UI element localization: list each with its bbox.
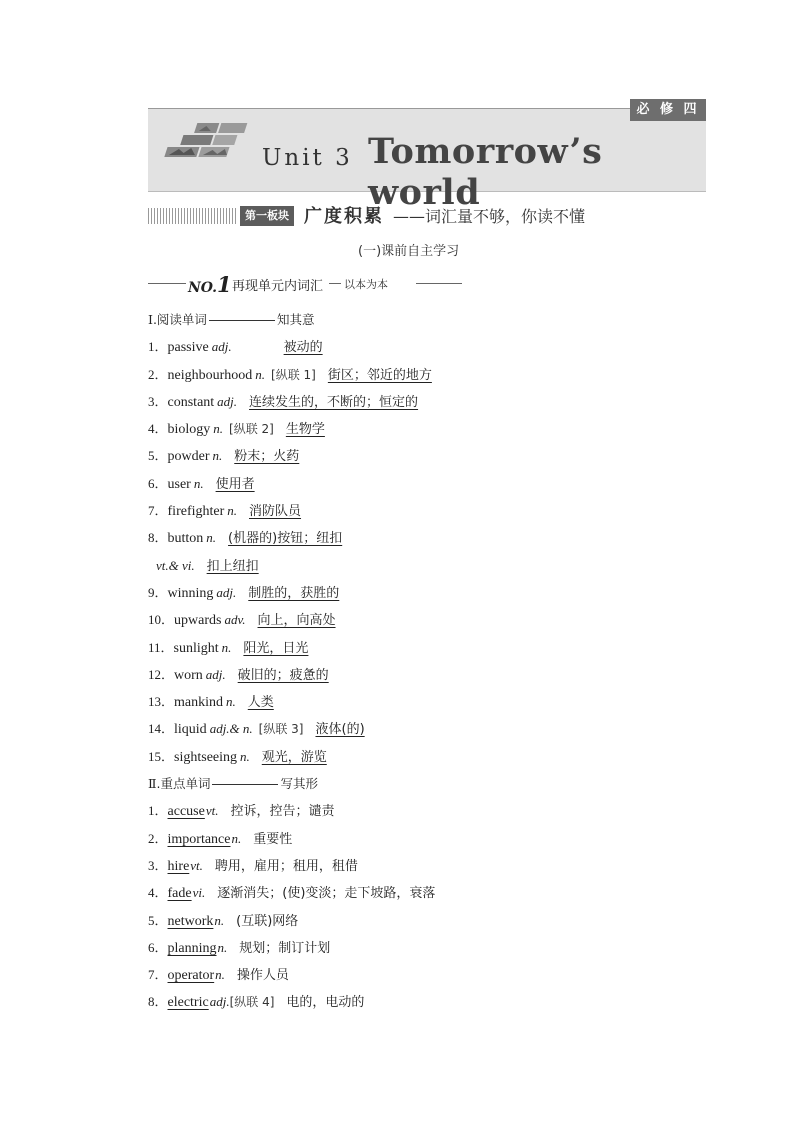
vocab-row — [148, 688, 708, 715]
section-badge: 第一板块 — [240, 206, 294, 226]
vocab-content — [148, 306, 708, 1016]
item-number: 14． — [148, 721, 175, 737]
part-of-speech: n. — [226, 694, 236, 710]
meaning-answer: 生物学 — [285, 422, 325, 438]
vocab-word: liquid — [174, 722, 207, 738]
item-number: 10． — [148, 612, 175, 628]
cross-ref: [纵联 2] — [229, 422, 274, 437]
word-answer: operator — [167, 968, 215, 984]
vocab-row — [148, 825, 708, 852]
part-of-speech: n. — [227, 503, 238, 519]
vocab-row — [148, 907, 708, 934]
part-of-speech: adj. — [216, 584, 237, 600]
vocab-row — [148, 333, 708, 360]
word-answer: electric — [167, 995, 209, 1011]
part-of-speech: vi. — [192, 885, 206, 901]
vocab-row — [148, 524, 708, 551]
vocab-word: sightseeing — [174, 749, 238, 765]
vocab-row — [148, 934, 708, 961]
item-number: 15． — [148, 748, 175, 764]
word-answer: fade — [167, 886, 192, 902]
part1-hint: 知其意 — [276, 312, 315, 327]
no-badge — [188, 272, 232, 297]
meaning: 逐渐消失；(使)变淡；走下坡路，衰落 — [217, 886, 436, 902]
vocab-row — [148, 852, 708, 879]
meaning: 重要性 — [253, 831, 293, 847]
meaning-answer: 扣上纽扣 — [206, 558, 259, 574]
meaning-answer: 被动的 — [283, 340, 323, 356]
no-label: NO. — [188, 280, 218, 296]
item-number: 12． — [148, 666, 175, 682]
word-answer: accuse — [167, 804, 205, 820]
section-header — [148, 204, 708, 230]
meaning-answer: 粉末；火药 — [234, 449, 300, 465]
item-number: 5． — [148, 448, 168, 464]
section-subtitle: ——词汇量不够，你读不懂 — [393, 207, 586, 226]
item-number: 2． — [148, 830, 168, 846]
item-number: 5． — [148, 912, 168, 928]
part-of-speech: n. — [213, 421, 224, 437]
meaning-answer: 消防队员 — [249, 504, 302, 520]
part-of-speech: vt.& vi. — [156, 557, 195, 573]
meaning-answer: 街区；邻近的地方 — [327, 367, 432, 383]
meaning: 操作人员 — [236, 968, 289, 984]
vocab-word: button — [167, 531, 204, 547]
cross-ref: [纵联 1] — [271, 367, 316, 382]
item-number: 13． — [148, 694, 175, 710]
cross-ref: [纵联 3] — [258, 722, 304, 737]
part-of-speech: n. — [221, 639, 232, 655]
vocab-row — [148, 497, 708, 524]
word-answer: hire — [167, 858, 190, 874]
vocab-row — [148, 988, 708, 1015]
item-number: 8． — [148, 994, 168, 1010]
part1-list — [148, 333, 708, 770]
part-of-speech: adj. — [211, 339, 232, 355]
meaning-answer: 液体(的) — [315, 722, 365, 738]
item-number: 1． — [148, 339, 168, 355]
word-answer: importance — [167, 831, 231, 847]
lesson-subtitle: (一)课前自主学习 — [358, 244, 460, 259]
item-number: 1． — [148, 803, 168, 819]
item-number: 4． — [148, 421, 168, 437]
meaning-answer: 使用者 — [215, 476, 255, 492]
meaning: 规划；制订计划 — [239, 940, 331, 956]
part-of-speech: n. — [217, 939, 228, 955]
unit-title: Tomorrow’s world — [368, 131, 603, 213]
part-of-speech: n. — [214, 912, 225, 928]
vocab-word: powder — [167, 449, 210, 465]
divider — [212, 784, 278, 785]
meaning: 控诉，控告；谴责 — [230, 804, 335, 820]
part2-label: .重点单词 — [156, 776, 211, 792]
meaning-answer: 阳光，日光 — [243, 640, 309, 656]
part-of-speech: n. — [231, 830, 242, 846]
vocab-word: biology — [167, 422, 211, 438]
meaning: 聘用，雇用；租用，租借 — [214, 858, 358, 874]
part2-list — [148, 797, 708, 1015]
part-of-speech: adj.& n. — [209, 721, 253, 737]
meaning-answer: 观光，游览 — [261, 749, 327, 765]
vocab-row — [148, 388, 708, 415]
part-of-speech: vt. — [205, 803, 219, 819]
divider — [329, 283, 341, 284]
vocab-row — [148, 415, 708, 442]
meaning: (互联)网络 — [236, 913, 299, 929]
vocab-row — [148, 715, 708, 742]
vocab-row — [148, 634, 708, 661]
vocab-word: neighbourhood — [167, 367, 253, 383]
vocab-row — [148, 552, 708, 579]
part-of-speech: n. — [212, 448, 223, 464]
no-header — [148, 272, 468, 296]
part1-numeral: Ⅰ — [148, 312, 153, 327]
item-number: 8． — [148, 530, 168, 546]
item-number: 2． — [148, 366, 168, 382]
no-text: 再现单元内词汇 — [232, 279, 324, 294]
divider — [416, 283, 462, 284]
vocab-word: worn — [174, 667, 203, 683]
part-of-speech: adj. — [209, 994, 230, 1010]
hatch-decoration — [148, 208, 238, 224]
meaning-answer: 向上，向高处 — [257, 613, 336, 629]
section-title: 广度积累 — [304, 206, 384, 227]
part-of-speech: vt. — [190, 857, 203, 873]
unit-banner — [148, 102, 706, 213]
part-of-speech: adj. — [205, 666, 226, 682]
item-number: 7． — [148, 503, 168, 519]
vocab-row — [148, 579, 708, 606]
part-of-speech: n. — [215, 967, 225, 983]
part-of-speech: n. — [193, 475, 204, 491]
landscape-logo-icon — [158, 121, 250, 159]
part2-heading — [148, 770, 708, 797]
meaning-answer: (机器的)按钮；纽扣 — [228, 531, 343, 547]
part-of-speech: adj. — [217, 393, 238, 409]
word-answer: planning — [167, 940, 217, 956]
part2-numeral: Ⅱ — [148, 776, 157, 792]
part2-hint: 写其形 — [280, 776, 318, 792]
no-number: 1 — [217, 272, 232, 297]
vocab-row — [148, 361, 708, 388]
part-of-speech: n. — [255, 366, 266, 382]
vocab-row — [148, 879, 708, 906]
item-number: 6． — [148, 475, 168, 491]
item-number: 6． — [148, 939, 168, 955]
vocab-word: passive — [167, 340, 209, 356]
meaning-answer: 破旧的；疲惫的 — [237, 667, 329, 683]
vocab-row — [148, 470, 708, 497]
meaning-answer: 人类 — [247, 695, 274, 711]
book-tag: 必 修 四 — [630, 99, 706, 121]
part-of-speech: n. — [206, 530, 217, 546]
vocab-row — [148, 743, 708, 770]
item-number: 9． — [148, 584, 168, 600]
part-of-speech: adv. — [224, 612, 246, 628]
vocab-word: mankind — [174, 695, 224, 711]
item-number: 4． — [148, 885, 168, 901]
meaning-answer: 制胜的，获胜的 — [248, 585, 340, 601]
cross-ref: [纵联 4] — [229, 995, 275, 1010]
vocab-word: winning — [167, 585, 214, 601]
item-number: 11． — [148, 639, 174, 655]
vocab-word: firefighter — [167, 504, 225, 520]
no-tail: 以本为本 — [344, 278, 388, 291]
word-answer: network — [167, 913, 214, 929]
item-number: 3． — [148, 857, 168, 873]
divider — [148, 283, 186, 284]
vocab-word: user — [167, 476, 191, 492]
unit-label: Unit 3 — [262, 145, 353, 171]
vocab-row — [148, 797, 708, 824]
item-number: 7． — [148, 967, 168, 983]
vocab-word: upwards — [174, 613, 222, 629]
part1-label: .阅读单词 — [152, 312, 207, 327]
meaning-answer: 连续发生的，不断的；恒定的 — [249, 394, 419, 410]
vocab-row — [148, 442, 708, 469]
part1-heading — [148, 306, 708, 333]
vocab-row — [148, 606, 708, 633]
part-of-speech: n. — [240, 748, 250, 764]
vocab-row — [148, 661, 708, 688]
vocab-row — [148, 961, 708, 988]
vocab-word: constant — [167, 394, 215, 410]
meaning: 电的，电动的 — [286, 995, 365, 1011]
item-number: 3． — [148, 393, 168, 409]
vocab-word: sunlight — [173, 640, 219, 656]
divider — [209, 320, 275, 321]
